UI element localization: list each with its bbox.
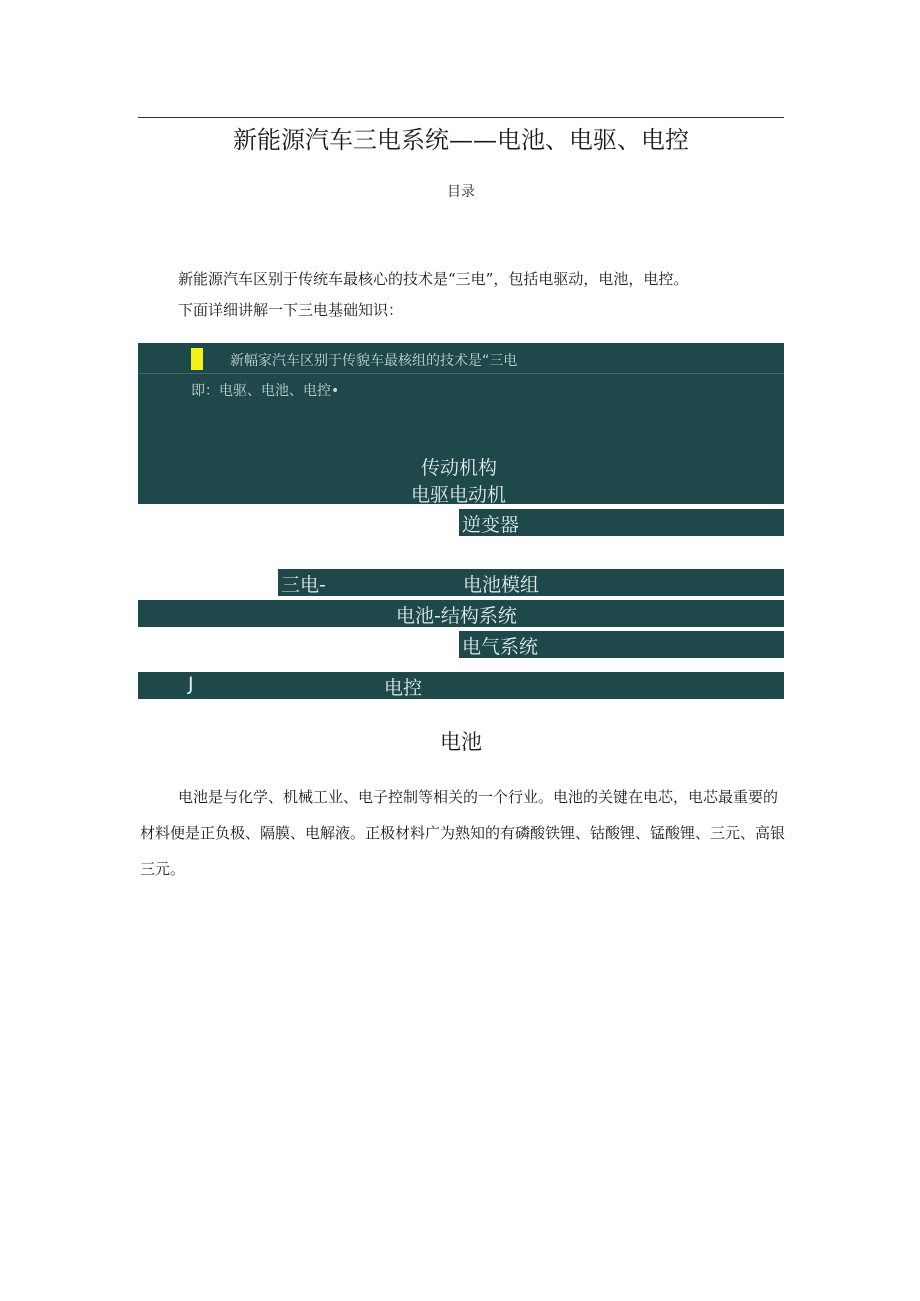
motor-bar — [138, 451, 784, 504]
toc-label: 目录 — [447, 184, 475, 200]
battery-module-bar — [278, 569, 784, 596]
electrical-system-bar — [459, 631, 784, 658]
control-label: 电控 — [384, 677, 423, 699]
highlight-marker — [191, 348, 203, 370]
transmission-label: 传动机构 — [421, 457, 498, 479]
battery-structure-bar — [138, 600, 784, 627]
slide-divider — [138, 373, 784, 374]
intro-paragraph — [140, 264, 786, 326]
diagram-slide — [138, 343, 784, 451]
electrical-system-label: 电气系统 — [462, 636, 539, 658]
battery-module-label: 电池模组 — [463, 574, 540, 596]
motor-label: 电驱电动机 — [411, 484, 507, 506]
inverter-label: 逆变器 — [462, 514, 520, 536]
slide-text-1: 新幅家汽车区别于传貌车最核组的技术是“三电 — [230, 353, 518, 369]
three-e-label: 三电- — [281, 574, 326, 596]
battery-heading: 电池 — [440, 730, 482, 754]
battery-structure-label: 电池-结构系统 — [396, 605, 517, 627]
intro-line-1: 新能源汽车区别于传统车最核心的技术是“三电”，包括电驱动，电池，电控。 — [178, 270, 689, 288]
control-bar — [138, 672, 784, 699]
j-mark: J — [188, 673, 194, 695]
slide-text-2: 即：电驱、电池、电控• — [191, 383, 340, 399]
page-title: 新能源汽车三电系统——电池、电驱、电控 — [233, 126, 689, 154]
header-rule — [138, 117, 784, 118]
battery-paragraph — [140, 779, 786, 887]
battery-paragraph-text: 电池是与化学、机械工业、电子控制等相关的一个行业。电池的关键在电芯，电芯最重要的材料便是正负极、隔膜、电解液。正极材料广为熟知的有磷酸铁锂、钴酸锂、锰酸锂、三元、高银三元。 — [140, 788, 786, 878]
inverter-bar — [459, 509, 784, 536]
intro-line-2: 下面详细讲解一下三电基础知识： — [178, 301, 404, 319]
